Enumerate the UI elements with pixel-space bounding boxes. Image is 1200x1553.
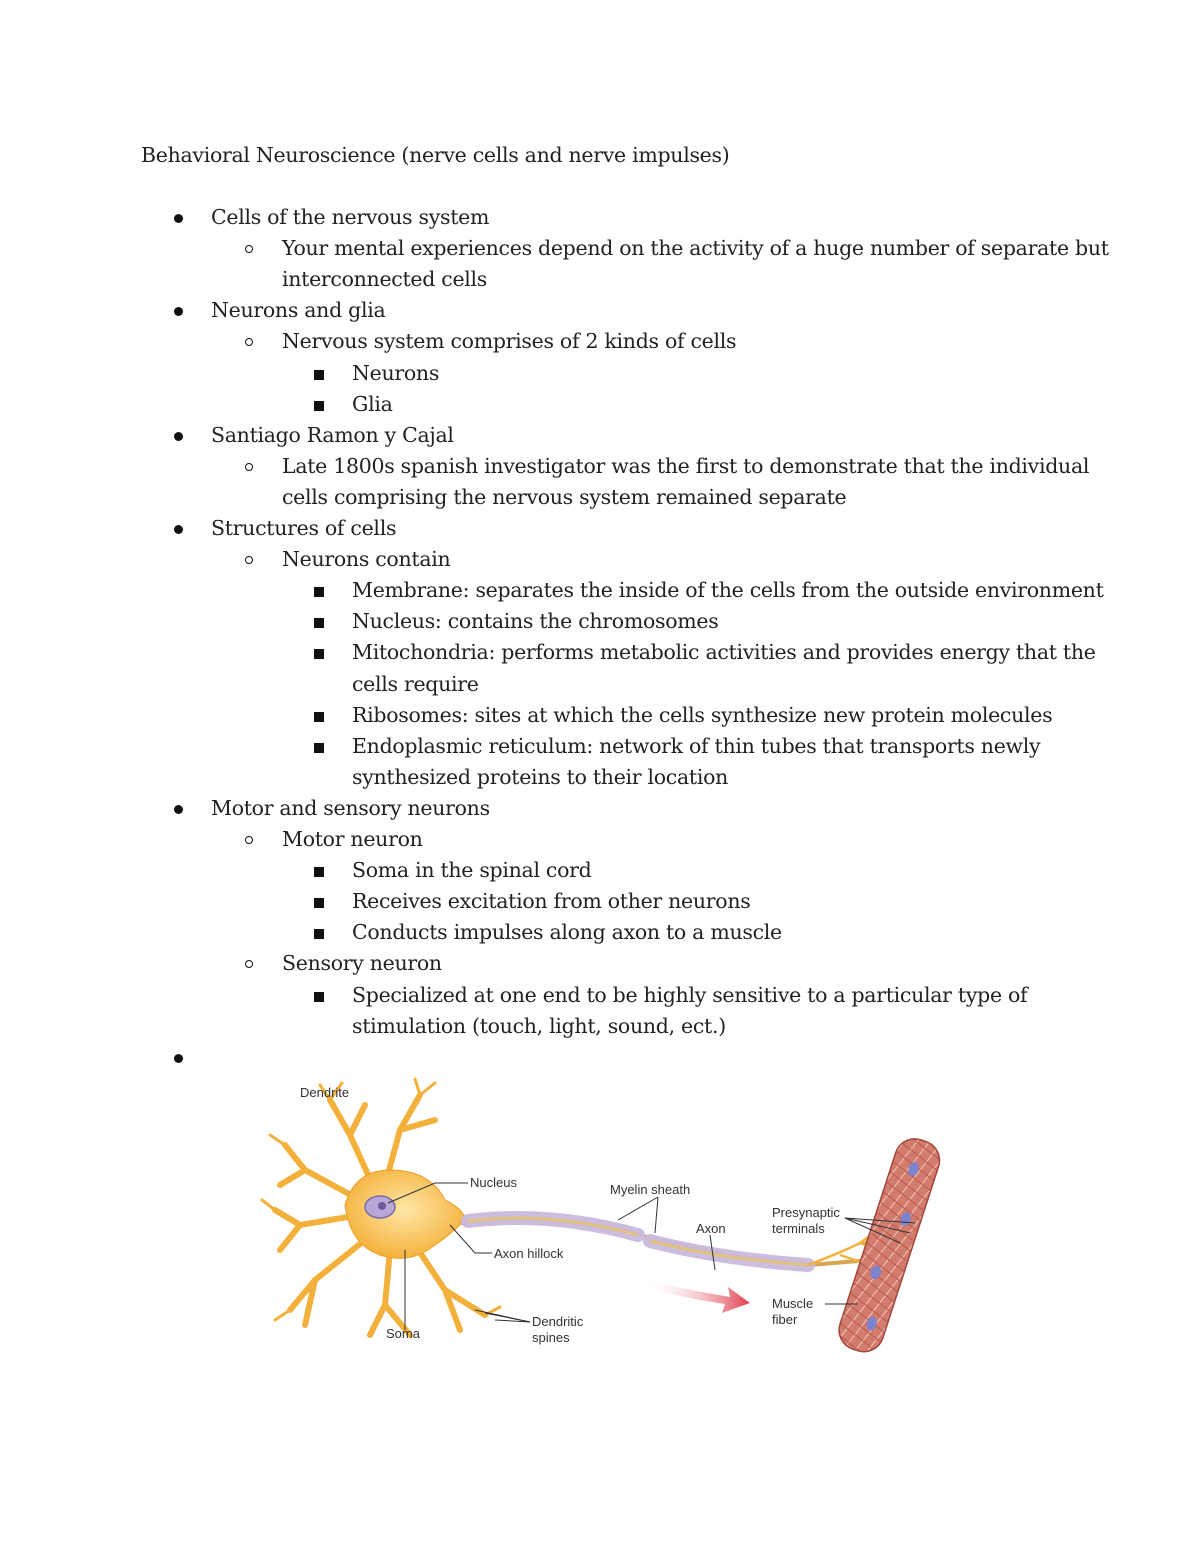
bullet-level-3 [314,898,324,908]
bullet-level-3 [314,649,324,659]
outline-item: Soma in the spinal cord [352,858,592,883]
bullet-level-1 [174,525,183,534]
bullet-level-1 [174,214,183,223]
bullet-level-3 [314,743,324,753]
label-axon-hillock: Axon hillock [494,1246,564,1261]
outline-item: Glia [352,391,393,416]
bullet-level-2 [245,960,253,968]
motor-neuron-diagram [260,1075,960,1360]
bullet-level-3 [314,401,324,411]
outline-item: Mitochondria: performs metabolic activities and provides energy that the [352,640,1096,665]
muscle-fiber [834,1134,945,1357]
outline-item: Sensory neuron [282,951,442,976]
label-presynaptic-1: Presynaptic [772,1205,840,1220]
bullet-level-3 [314,587,324,597]
bullet-level-3 [314,992,324,1002]
impulse-arrow [640,1280,750,1313]
outline-item: Receives excitation from other neurons [352,889,751,914]
outline-item: Neurons [352,360,440,385]
outline-item: Neurons and glia [211,298,386,323]
outline-item: Late 1800s spanish investigator was the first to demonstrate that the individual [282,453,1090,478]
label-muscle-1: Muscle [772,1296,814,1311]
label-myelin-sheath: Myelin sheath [610,1182,691,1197]
label-presynaptic-2: terminals [772,1221,825,1236]
outline-item: Nervous system comprises of 2 kinds of cells [282,329,737,354]
outline-item: Neurons contain [282,547,451,572]
bullet-level-2 [245,463,253,471]
label-muscle-2: fiber [772,1312,798,1327]
outline-item-continuation: stimulation (touch, light, sound, ect.) [352,1013,726,1038]
outline-item-continuation: cells require [352,671,479,696]
outline-item-continuation: synthesized proteins to their location [352,764,729,789]
outline-item: Endoplasmic reticulum: network of thin tubes that transports newly [352,733,1041,758]
label-dendrite: Dendrite [300,1085,350,1100]
bullet-level-2 [245,836,253,844]
bullet-level-3 [314,712,324,722]
page-title: Behavioral Neuroscience (nerve cells and nerve impulses) [141,143,730,167]
outline-item: Your mental experiences depend on the activity of a huge number of separate but [282,236,1109,261]
outline-item: Motor neuron [282,827,423,851]
bullet-level-1 [174,805,183,814]
bullet-level-3 [314,867,324,877]
bullet-level-3 [314,618,324,628]
label-dendritic-spines-2: spines [532,1330,570,1345]
bullet-level-1 [174,307,183,316]
outline-item: Cells of the nervous system [211,205,490,229]
label-soma: Soma [386,1326,420,1341]
bullet-level-3 [314,370,324,380]
outline-item: Nucleus: contains the chromosomes [352,609,719,634]
label-dendritic-spines-1: Dendritic [532,1314,584,1329]
bullet-level-2 [245,338,253,346]
outline-item: Structures of cells [211,516,397,540]
bullet-level-1 [174,432,183,441]
outline-item: Santiago Ramon y Cajal [211,422,454,447]
label-nucleus: Nucleus [470,1175,517,1190]
bullet-level-1 [174,1054,183,1063]
bullet-level-3 [314,929,324,939]
outline-item: Conducts impulses along axon to a muscle [352,920,782,945]
bullet-level-2 [245,245,253,253]
label-axon: Axon [696,1221,726,1236]
outline-item: Specialized at one end to be highly sensitive to a particular type of [352,982,1028,1007]
outline-item-continuation: cells comprising the nervous system remained separate [282,484,847,509]
bullet-level-2 [245,556,253,564]
outline-item: Ribosomes: sites at which the cells synthesize new protein molecules [352,702,1053,727]
outline-item: Motor and sensory neurons [211,795,490,820]
outline-item: Membrane: separates the inside of the cells from the outside environment [352,578,1104,603]
outline-item-continuation: interconnected cells [282,267,488,292]
